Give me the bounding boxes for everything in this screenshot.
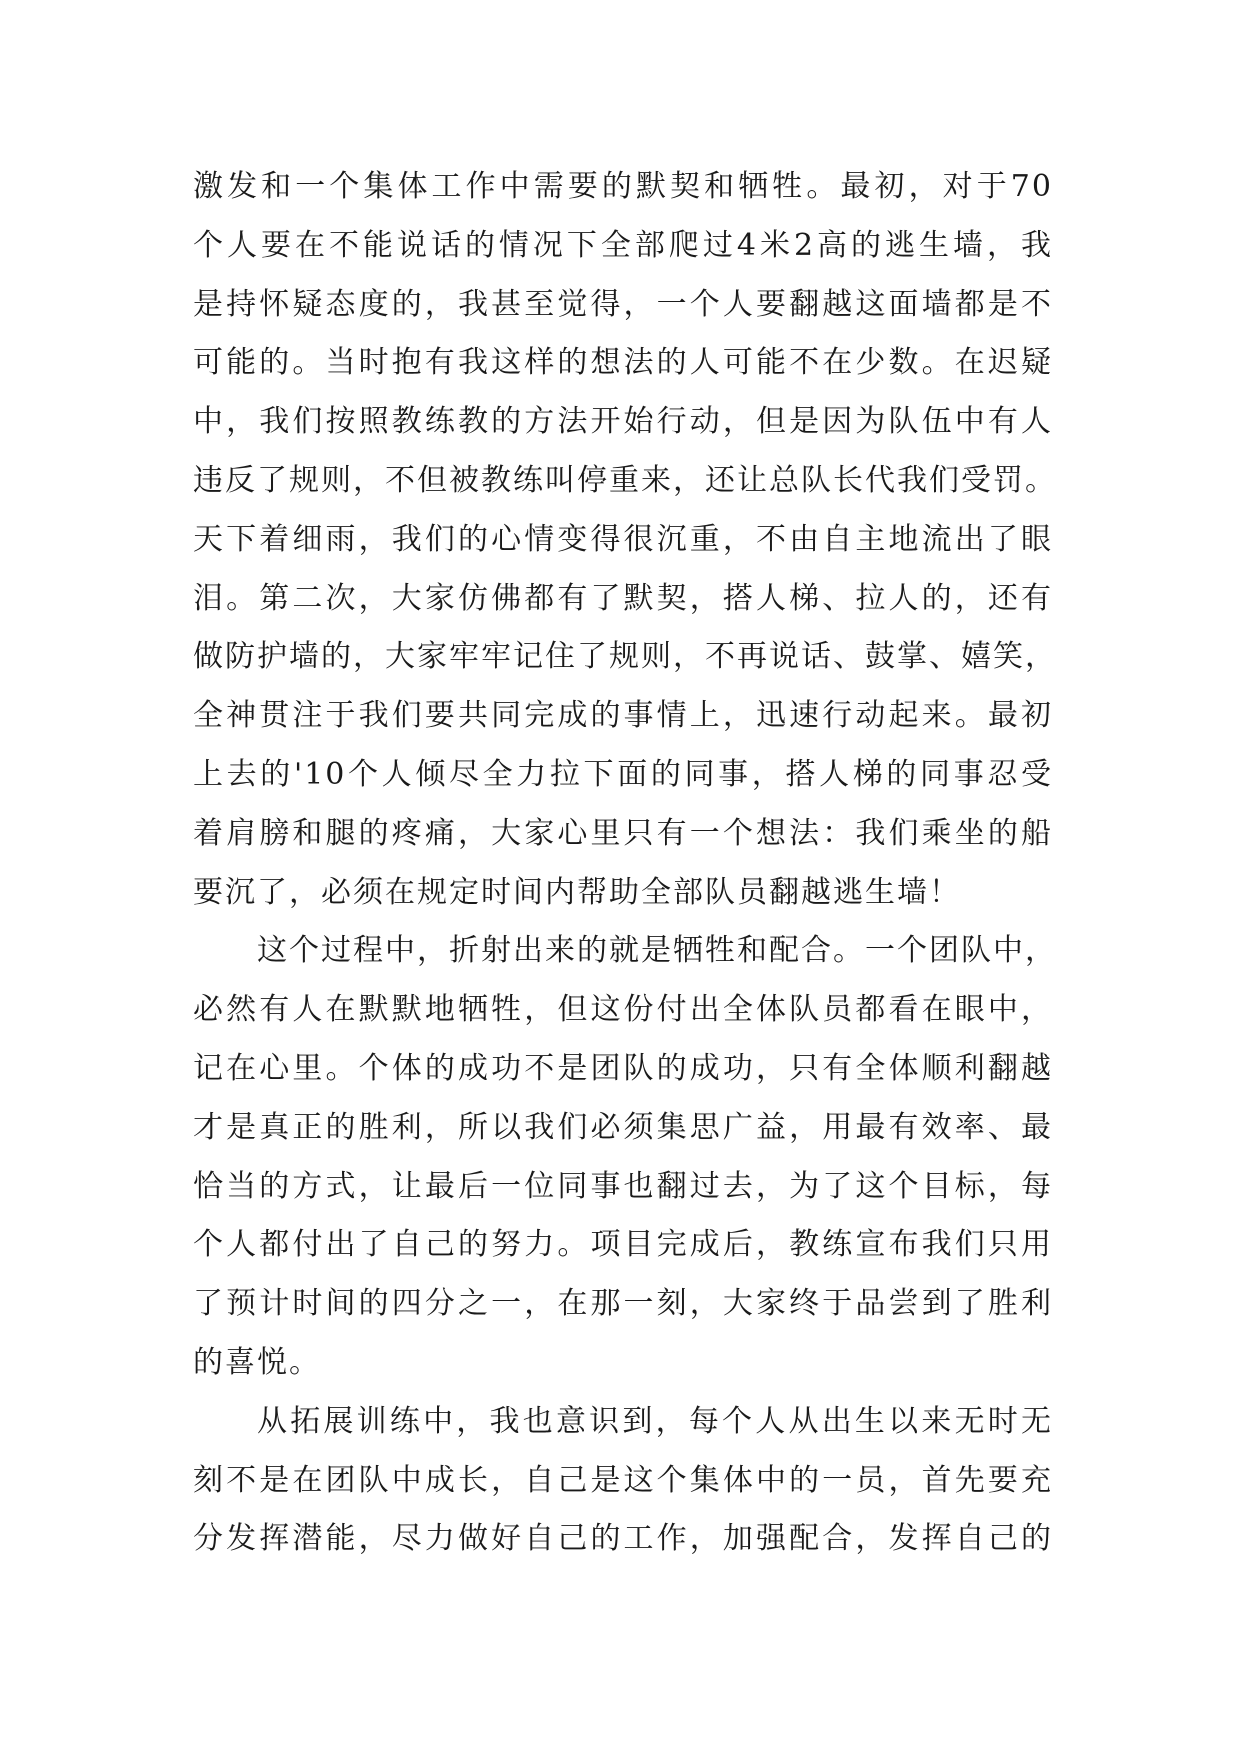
text-line: 天下着细雨，我们的心情变得很沉重，不由自主地流出了眼 — [193, 521, 1053, 557]
paragraph — [193, 158, 1057, 922]
text-line: 可能的。当时抱有我这样的想法的人可能不在少数。在迟疑 — [193, 345, 1053, 381]
text-line: 是持怀疑态度的，我甚至觉得，一个人要翻越这面墙都是不 — [193, 286, 1053, 322]
text-line: 的喜悦。 — [193, 1344, 321, 1380]
text-line: 上去的'10个人倾尽全力拉下面的同事，搭人梯的同事忍受 — [193, 756, 1053, 792]
text-line: 从拓展训练中，我也意识到，每个人从出生以来无时无 — [257, 1403, 1053, 1439]
paragraph — [193, 1393, 1053, 1569]
text-line: 个人要在不能说话的情况下全部爬过4米2高的逃生墙，我 — [193, 227, 1053, 263]
text-line: 全神贯注于我们要共同完成的事情上，迅速行动起来。最初 — [193, 698, 1053, 734]
text-line: 个人都付出了自己的努力。项目完成后，教练宣布我们只用 — [193, 1227, 1053, 1263]
text-line: 泪。第二次，大家仿佛都有了默契，搭人梯、拉人的，还有 — [193, 580, 1053, 616]
text-line: 才是真正的胜利，所以我们必须集思广益，用最有效率、最 — [193, 1109, 1053, 1145]
text-line: 恰当的方式，让最后一位同事也翻过去，为了这个目标，每 — [193, 1168, 1053, 1204]
text-line: 刻不是在团队中成长，自己是这个集体中的一员，首先要充 — [193, 1462, 1053, 1498]
text-line: 了预计时间的四分之一，在那一刻，大家终于品尝到了胜利 — [193, 1286, 1053, 1322]
text-line: 分发挥潜能，尽力做好自己的工作，加强配合，发挥自己的 — [193, 1521, 1053, 1557]
text-line: 记在心里。个体的成功不是团队的成功，只有全体顺利翻越 — [193, 1050, 1053, 1086]
text-line: 要沉了，必须在规定时间内帮助全部队员翻越逃生墙！ — [193, 874, 961, 910]
paragraph — [193, 922, 1057, 1392]
body-text — [193, 158, 1057, 1569]
text-line: 做防护墙的，大家牢牢记住了规则，不再说话、鼓掌、嬉笑， — [193, 639, 1057, 675]
text-line: 中，我们按照教练教的方法开始行动，但是因为队伍中有人 — [193, 404, 1053, 440]
text-line: 激发和一个集体工作中需要的默契和牺牲。最初，对于70 — [193, 169, 1053, 204]
text-line: 违反了规则，不但被教练叫停重来，还让总队长代我们受罚。 — [193, 462, 1057, 498]
text-line: 必然有人在默默地牺牲，但这份付出全体队员都看在眼中， — [193, 992, 1053, 1028]
text-line: 这个过程中，折射出来的就是牺牲和配合。一个团队中， — [257, 933, 1057, 969]
text-line: 着肩膀和腿的疼痛，大家心里只有一个想法：我们乘坐的船 — [193, 815, 1053, 851]
